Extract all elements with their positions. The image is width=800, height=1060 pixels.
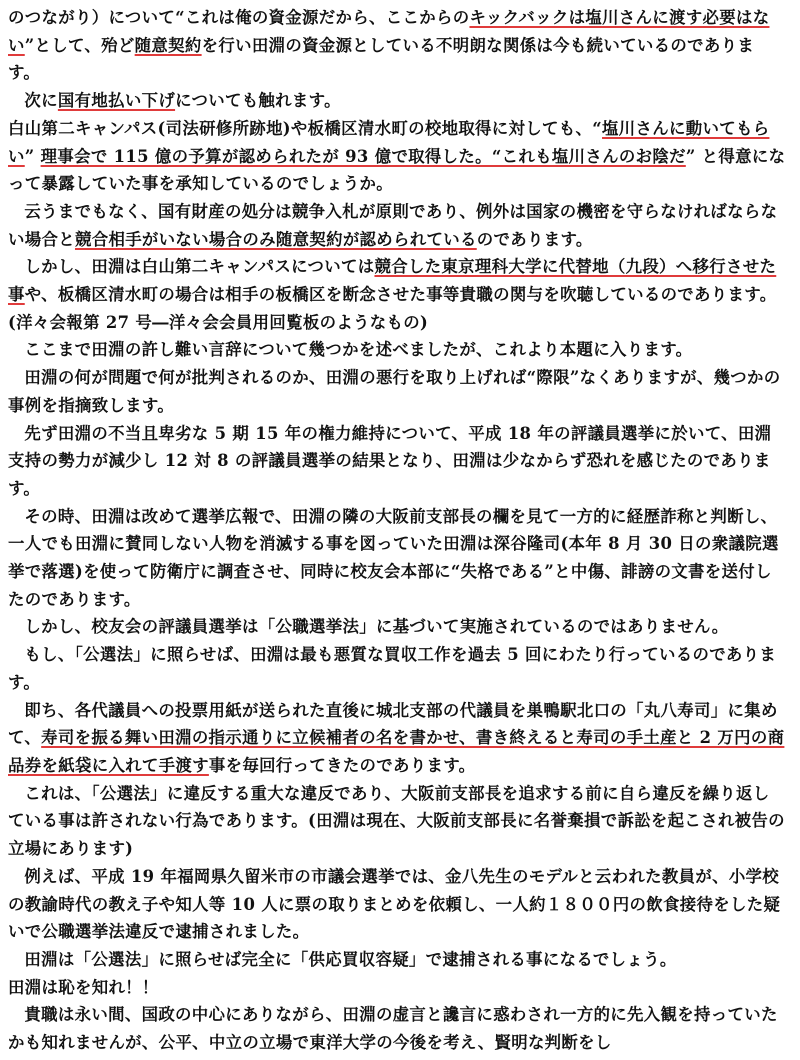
paragraph — [8, 780, 786, 863]
text-segment: についても触れます。 — [175, 91, 341, 111]
text-segment: 田淵は恥を知れ！！ — [8, 977, 159, 997]
text-segment: や、板橋区清水町の場合は相手の板橋区を断念させた事等貴職の関与を吹聴しているのであります。(洋々会報第 27 号―洋々会会員用回覧板のようなもの) — [8, 285, 777, 332]
paragraph — [8, 364, 786, 419]
text-segment: しかし、校友会の評議員選挙は「公職選挙法」に基づいて実施されているのではありません。 — [24, 617, 729, 637]
text-segment: しかし、田淵は白山第二キャンパスについては — [24, 257, 375, 277]
paragraph — [8, 697, 786, 780]
paragraph — [8, 1001, 786, 1056]
paragraph — [8, 115, 786, 198]
text-segment: ”として、殆ど — [24, 35, 135, 55]
underlined-text: 寿司を振る舞い田淵の指示通りに立候補者の名を書かせ、書き終えると寿司の手土産と 2 万円の商品券を紙袋に入れて手渡す — [8, 728, 785, 775]
text-segment: もし、「公選法」に照らせば、田淵は最も悪質な買収工作を過去 5 回にわたり行っているのであります。 — [8, 645, 777, 692]
underlined-text: 塩川さんに動いてもらい — [8, 118, 770, 166]
text-segment: 田淵の何が問題で何が批判されるのか、田淵の悪行を取り上げれば“際限”なくありますが、幾つかの事例を指摘致します。 — [8, 368, 781, 415]
paragraph — [8, 503, 786, 614]
text-segment: これは、「公選法」に違反する重大な違反であり、大阪前支部長を追求する前に自ら違反を繰り返している事は許されない行為であります。(田淵は現在、大阪前支部長に名誉棄損で訴訟を起こされ被告の立場にあります) — [8, 783, 785, 859]
text-segment: その時、田淵は改めて選挙広報で、田淵の隣の大阪前支部長の欄を見て一方的に経歴詐称と判断し、一人でも田淵に賛同しない人物を消滅する事を図っていた田淵は深谷隆司(本年 8 月 30 日の衆議院選挙で落選)を使って防衛庁に調査させ、同時に校友会本部に“失格である”と中傷、誹謗の文書を送付したのであります。 — [8, 506, 779, 609]
text-segment: のつながり）について“これは俺の資金源だから、ここからの — [8, 8, 470, 27]
paragraph — [8, 253, 786, 336]
text-segment: のであります。 — [476, 229, 593, 249]
underlined-text: 理事会で 115 億の予算が認められたが 93 億で取得した。“これも塩川さんのお陰だ — [40, 146, 686, 166]
text-segment: 貴職は永い間、国政の中心にありながら、田淵の虚言と讒言に惑わされ一方的に先入観を持っていたかも知れませんが、公平、中立の立場で東洋大学の今後を考え、賢明な判断をし — [8, 1005, 778, 1053]
underlined-text: 随意契約 — [134, 35, 202, 55]
paragraph — [8, 336, 786, 364]
underlined-text: 国有地払い下げ — [57, 91, 176, 111]
paragraph — [8, 87, 786, 115]
text-segment: 白山第二キャンパス(司法研修所跡地)や板橋区清水町の校地取得に対しても、“ — [8, 118, 603, 138]
paragraph — [8, 420, 786, 503]
text-segment: 即ち、各代議員への投票用紙が送られた直後に城北支部の代議員を巣鴨駅北口の「丸八寿司」に集めて、 — [8, 700, 778, 748]
text-segment: 事を毎回行ってきたのであります。 — [208, 755, 476, 775]
document-body — [8, 4, 786, 1057]
underlined-text: 競合した東京理科大学に代替地（九段）へ移行させた事 — [8, 257, 777, 305]
underlined-text: 競合相手がいない場合のみ随意契約が認められている — [74, 229, 477, 249]
text-segment: 云うまでもなく、国有財産の処分は競争入札が原則であり、例外は国家の機密を守らなければならない場合と — [8, 201, 778, 249]
paragraph — [8, 863, 786, 946]
paragraph — [8, 974, 786, 1002]
text-segment: ここまで田淵の許し難い言辞について幾つかを述べましたが、これより本題に入ります。 — [24, 340, 693, 360]
text-segment: 先ず田淵の不当且卑劣な 5 期 15 年の権力維持について、平成 18 年の評議員選挙に於いて、田淵支持の勢力が減少し 12 対 8 の評議員選挙の結果となり、田淵は少なからず恐れを感じたのであります。 — [8, 423, 772, 498]
paragraph — [8, 613, 786, 641]
text-segment: 例えば、平成 19 年福岡県久留米市の市議会選挙では、金八先生のモデルと云われた教員が、小学校の教諭時代の教え子や知人等 10 人に票の取りまとめを依頼し、一人約１８００円の飲食接待をした疑いで公職選挙法違反で逮捕されました。 — [8, 866, 781, 942]
paragraph — [8, 4, 786, 87]
text-segment: を行い田淵の資金源としている不明朗な関係は今も続いているのであります。 — [8, 35, 755, 83]
text-segment: ” と得意になって暴露していた事を承知しているのでしょうか。 — [8, 146, 786, 194]
paragraph — [8, 946, 786, 974]
text-segment: ” — [24, 146, 41, 166]
text-segment: 田淵は「公選法」に照らせば完全に「供応買収容疑」で逮捕される事になるでしょう。 — [24, 949, 677, 969]
text-segment: 次に — [24, 91, 58, 111]
paragraph — [8, 641, 786, 696]
underlined-text: キックバックは塩川さんに渡す必要はない — [8, 8, 770, 55]
paragraph — [8, 198, 786, 253]
